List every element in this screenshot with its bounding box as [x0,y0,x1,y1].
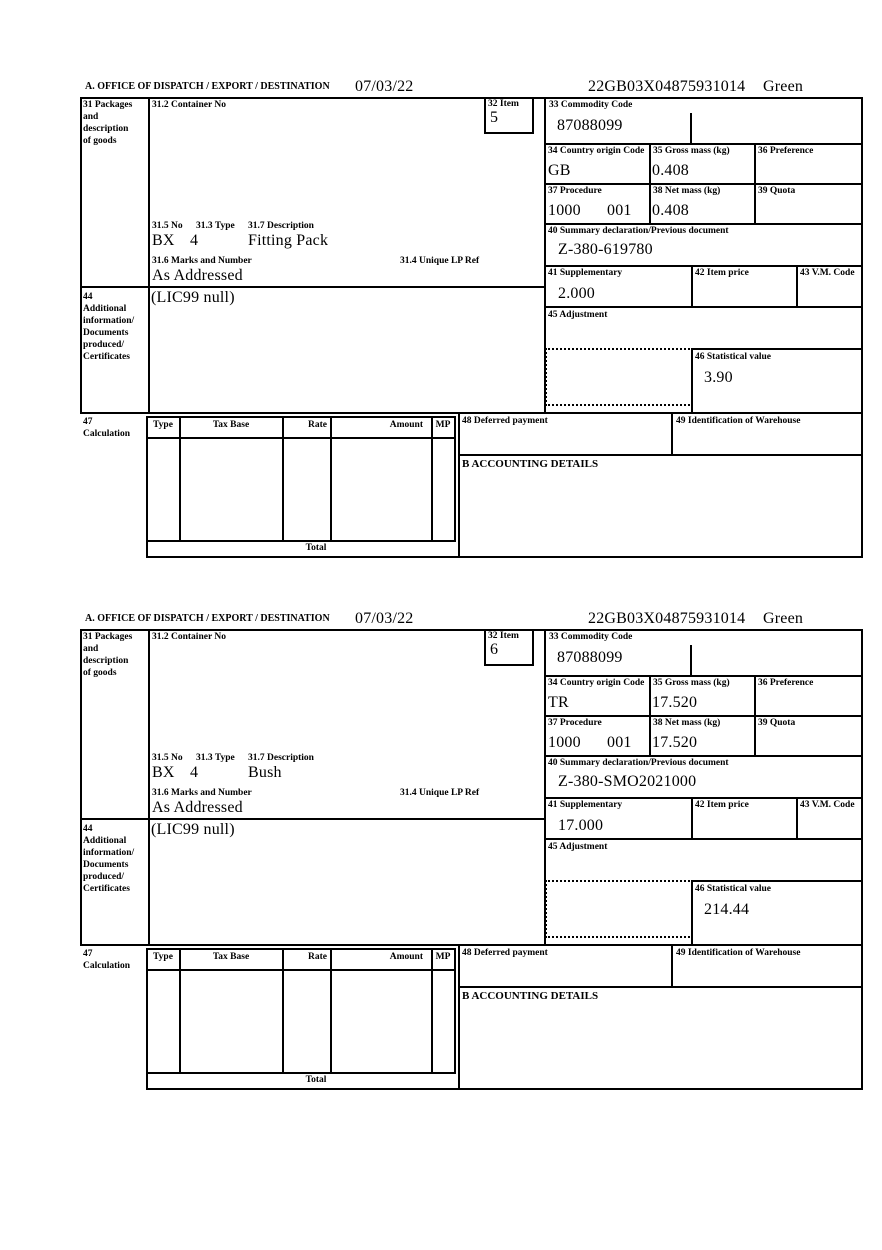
unique-lp-ref-label: 31.4 Unique LP Ref [400,256,480,266]
divider-line [148,97,150,414]
accounting-details-label: B ACCOUNTING DETAILS [462,458,599,470]
divider-line [80,818,546,820]
tax-type-column-header: Type [153,420,173,430]
divider-line [691,797,693,840]
divider-line [544,183,863,185]
divider-line [649,143,651,185]
warehouse-id-label: 49 Identification of Warehouse [676,416,801,426]
marks-label: 31.6 Marks and Number [152,256,252,266]
divider-line [146,416,148,542]
divider-line [80,629,863,631]
rate-column-header: Rate [308,952,327,962]
divider-line [330,948,332,1074]
summary-declaration-label: 40 Summary declaration/Previous document [548,758,729,768]
divider-line [146,540,456,542]
divider-line [544,265,863,267]
commodity-code-value: 87088099 [557,649,623,666]
divider-line [146,416,456,418]
divider-line [754,183,756,225]
divider-line [544,715,863,717]
accounting-details-label: B ACCOUNTING DETAILS [462,990,599,1002]
divider-line [544,675,863,677]
supplementary-value: 17.000 [558,817,604,834]
container-no-label: 31.2 Container No [152,632,226,642]
box31-label: 31 Packages and description of goods [83,632,133,678]
gross-mass-value: 0.408 [652,162,689,179]
previous-document-value: Z-380-SMO2021000 [558,773,697,790]
tax-base-column-header: Tax Base [212,952,250,962]
divider-line [431,948,433,1074]
divider-line [146,969,456,971]
item-price-label: 42 Item price [695,800,749,810]
divider-line [146,556,863,558]
declaration-date: 07/03/22 [355,610,414,627]
divider-line [458,944,460,1090]
divider-line [484,97,486,134]
divider-line [146,948,148,1074]
goods-description-value: Bush [248,764,282,781]
net-mass-label: 38 Net mass (kg) [653,718,721,728]
country-origin-value: TR [548,694,569,711]
item-number-value: 6 [490,641,499,658]
routing-status: Green [763,610,804,627]
item-label: 32 Item [488,631,519,641]
amount-column-header: Amount [389,952,423,962]
mp-column-header: MP [435,952,451,962]
divider-line [691,348,693,412]
declaration-date: 07/03/22 [355,78,414,95]
divider-line [671,944,673,988]
pkg-type-label: 31.3 Type [196,221,235,231]
package-no-value: BX [152,764,175,781]
statistical-value: 3.90 [704,369,733,386]
office-of-dispatch-title: A. OFFICE OF DISPATCH / EXPORT / DESTINATION [85,613,330,624]
divider-line [458,986,863,988]
divider-line [458,454,863,456]
divider-line [544,755,863,757]
gross-mass-label: 35 Gross mass (kg) [653,678,730,688]
commodity-code-label: 33 Commodity Code [549,632,633,642]
divider-line [544,143,863,145]
divider-line [179,416,181,542]
divider-line [544,838,863,840]
mp-column-header: MP [435,420,451,430]
divider-line [754,715,756,757]
preference-label: 36 Preference [758,678,814,688]
package-type-value: 4 [190,764,199,781]
divider-line [458,412,460,558]
previous-document-value: Z-380-619780 [558,241,653,258]
marks-value: As Addressed [152,799,243,816]
quota-label: 39 Quota [758,718,796,728]
country-origin-value: GB [548,162,571,179]
marks-value: As Addressed [152,267,243,284]
divider-line [454,948,456,1074]
divider-line [80,286,546,288]
divider-line [754,675,756,717]
divider-line [179,948,181,1074]
divider-line [861,629,863,1090]
gross-mass-value: 17.520 [652,694,698,711]
box44-label: 44 Additional information/ Documents produced/ Certificates [83,824,135,894]
statistical-value: 214.44 [704,901,750,918]
pkg-type-label: 31.3 Type [196,753,235,763]
pkg-description-label: 31.7 Description [248,753,314,763]
additional-information-value: (LIC99 null) [151,821,235,838]
dotted-continuation-box [545,348,693,406]
divider-line [649,675,651,717]
divider-line [146,1088,863,1090]
item-price-label: 42 Item price [695,268,749,278]
total-label: Total [305,543,327,553]
package-no-value: BX [152,232,175,249]
procedure-value: 1000 [548,202,581,219]
additional-information-value: (LIC99 null) [151,289,235,306]
item-number-value: 5 [490,109,499,126]
quota-label: 39 Quota [758,186,796,196]
movement-reference-number: 22GB03X04875931014 [588,610,746,627]
divider-line [484,664,534,666]
office-of-dispatch-title: A. OFFICE OF DISPATCH / EXPORT / DESTINATION [85,81,330,92]
divider-line [649,715,651,757]
goods-description-value: Fitting Pack [248,232,329,249]
divider-line [532,97,534,134]
divider-line [532,629,534,666]
divider-line [80,944,863,946]
deferred-payment-label: 48 Deferred payment [462,416,548,426]
divider-line [282,948,284,1074]
deferred-payment-label: 48 Deferred payment [462,948,548,958]
statistical-value-label: 46 Statistical value [695,352,771,362]
procedure-label: 37 Procedure [548,186,602,196]
divider-line [649,183,651,225]
gross-mass-label: 35 Gross mass (kg) [653,146,730,156]
marks-label: 31.6 Marks and Number [152,788,252,798]
divider-line [691,880,863,882]
tax-type-column-header: Type [153,952,173,962]
container-no-label: 31.2 Container No [152,100,226,110]
unique-lp-ref-label: 31.4 Unique LP Ref [400,788,480,798]
box47-label: 47 Calculation [83,949,130,971]
commodity-code-value: 87088099 [557,117,623,134]
divider-line [484,132,534,134]
total-label: Total [305,1075,327,1085]
net-mass-value: 0.408 [652,202,689,219]
pkg-description-label: 31.7 Description [248,221,314,231]
dotted-continuation-box [545,880,693,938]
divider-line [861,97,863,558]
declaration-item-sheet [0,612,882,1092]
net-mass-label: 38 Net mass (kg) [653,186,721,196]
country-origin-label: 34 Country origin Code [548,146,645,156]
summary-declaration-label: 40 Summary declaration/Previous document [548,226,729,236]
divider-line [544,223,863,225]
supplementary-value: 2.000 [558,285,595,302]
divider-line [330,416,332,542]
divider-line [691,880,693,944]
package-type-value: 4 [190,232,199,249]
divider-line [80,97,863,99]
divider-line [691,348,863,350]
net-mass-value: 17.520 [652,734,698,751]
item-label: 32 Item [488,99,519,109]
box44-label: 44 Additional information/ Documents produced/ Certificates [83,292,135,362]
vm-code-label: 43 V.M. Code [800,800,855,810]
divider-line [431,416,433,542]
country-origin-label: 34 Country origin Code [548,678,645,688]
pkg-no-label: 31.5 No [152,221,183,231]
divider-line [454,416,456,542]
divider-line [484,629,486,666]
divider-line [796,797,798,840]
supplementary-label: 41 Supplementary [548,268,623,278]
divider-line [146,948,456,950]
warehouse-id-label: 49 Identification of Warehouse [676,948,801,958]
tax-base-column-header: Tax Base [212,420,250,430]
divider-line [80,412,863,414]
divider-line [754,143,756,185]
divider-line [691,265,693,308]
commodity-code-label: 33 Commodity Code [549,100,633,110]
declaration-item-sheet [0,80,882,560]
box31-label: 31 Packages and description of goods [83,100,133,146]
divider-line [796,265,798,308]
procedure-label: 37 Procedure [548,718,602,728]
divider-line [146,437,456,439]
divider-line [80,629,82,946]
commodity-code-separator [690,113,692,143]
amount-column-header: Amount [389,420,423,430]
commodity-code-separator [690,645,692,675]
routing-status: Green [763,78,804,95]
divider-line [544,306,863,308]
divider-line [146,1072,456,1074]
divider-line [80,97,82,414]
supplementary-label: 41 Supplementary [548,800,623,810]
procedure-extra-value: 001 [607,734,632,751]
divider-line [148,629,150,946]
vm-code-label: 43 V.M. Code [800,268,855,278]
procedure-value: 1000 [548,734,581,751]
pkg-no-label: 31.5 No [152,753,183,763]
adjustment-label: 45 Adjustment [548,842,608,852]
rate-column-header: Rate [308,420,327,430]
statistical-value-label: 46 Statistical value [695,884,771,894]
adjustment-label: 45 Adjustment [548,310,608,320]
divider-line [544,797,863,799]
preference-label: 36 Preference [758,146,814,156]
divider-line [282,416,284,542]
procedure-extra-value: 001 [607,202,632,219]
divider-line [671,412,673,456]
movement-reference-number: 22GB03X04875931014 [588,78,746,95]
box47-label: 47 Calculation [83,417,130,439]
